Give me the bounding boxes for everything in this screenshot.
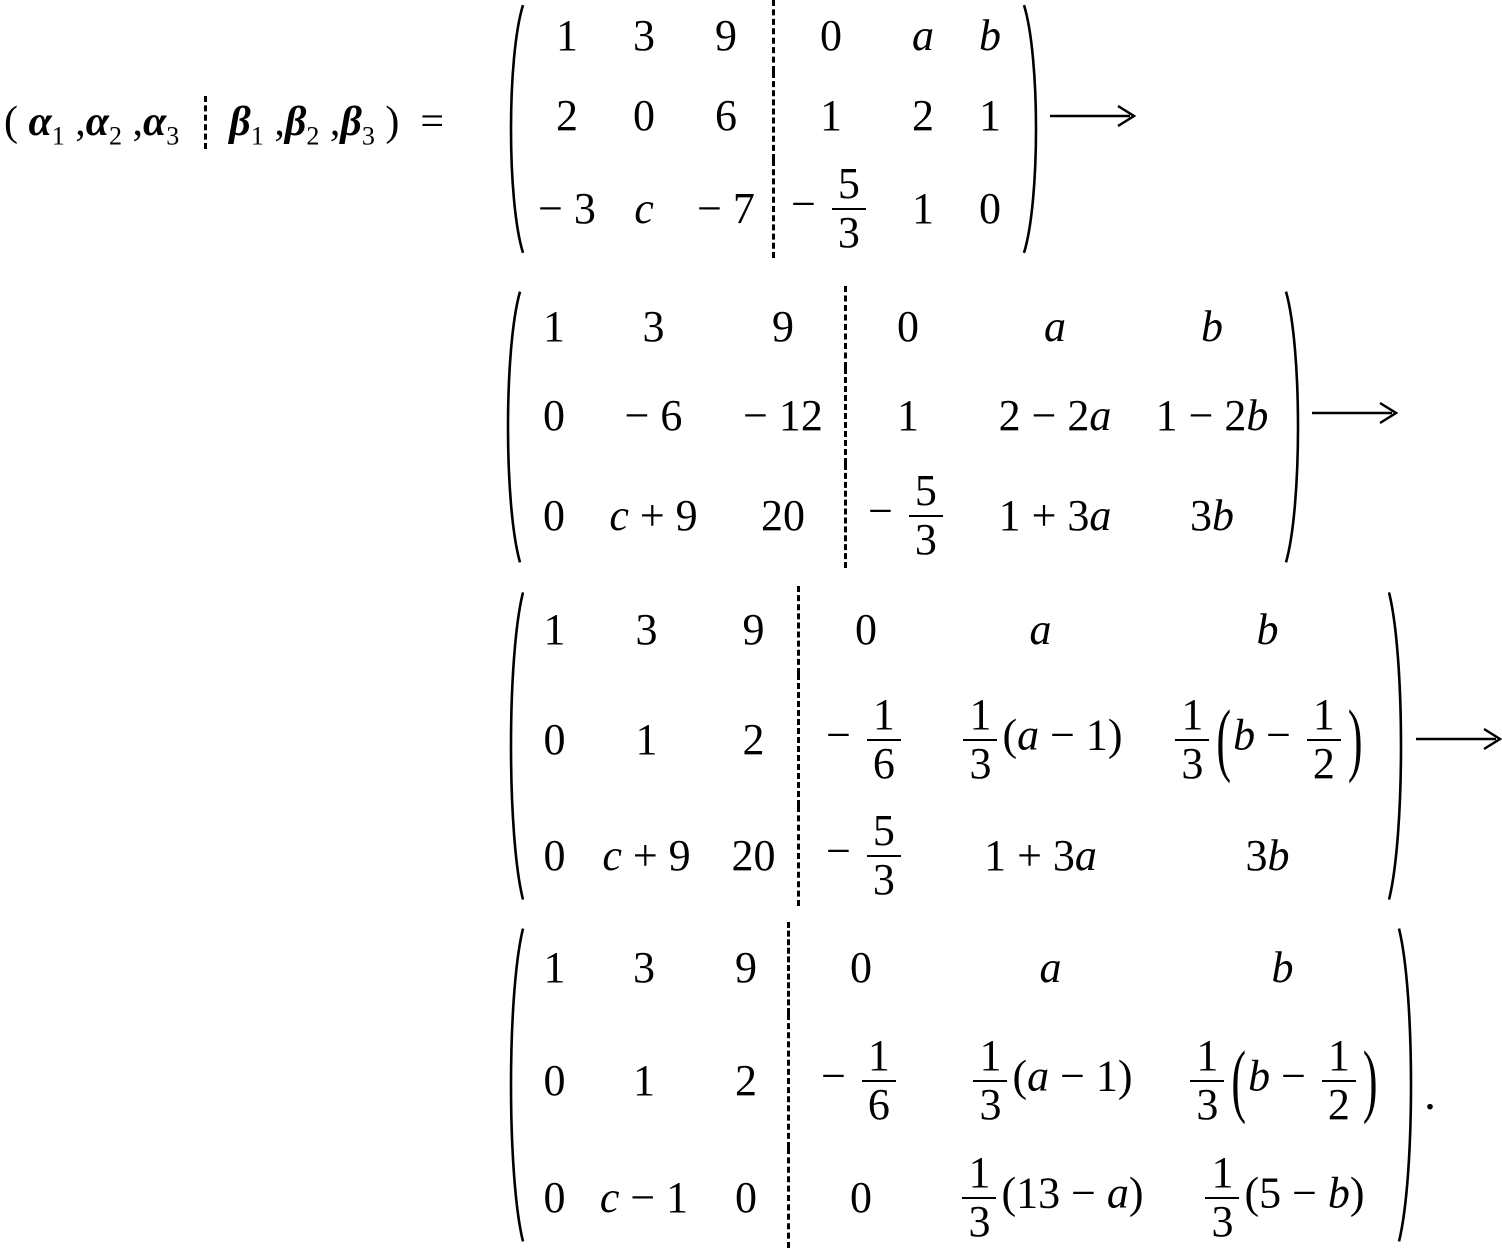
fraction: $\frac{5}{3}$ [867, 808, 901, 903]
fraction: $\frac{1}{3}$ [963, 692, 997, 787]
matrix-cell: 1 [774, 72, 888, 160]
matrix-cell: 3 [633, 943, 655, 992]
matrix-cell: 2 − 2a [998, 391, 1112, 440]
vector-symbol: α [28, 99, 52, 146]
matrix-cell: 0 [846, 286, 970, 368]
matrix-cell: 0 [735, 1173, 757, 1222]
matrix-cell: 2 [742, 715, 765, 764]
matrix-cell: − $\frac{5}{3}$ [799, 806, 933, 906]
fraction: $\frac{1}{3}$ [1205, 1150, 1239, 1245]
matrix-cell: − $\frac{1}{6}$ [789, 1014, 933, 1148]
matrix-cell: 1 [912, 184, 934, 233]
matrix-cell: $\frac{1}{3}$ (a − 1) [932, 1014, 1169, 1148]
matrix-cell: $\frac{1}{3}$ (b − $\frac{1}{2}$ ) [1149, 674, 1386, 806]
close-paren-icon [1021, 0, 1047, 258]
matrix-cell: 0 [789, 922, 933, 1014]
matrix-cell: 0 [543, 1173, 566, 1222]
vector-symbol: β [284, 99, 307, 146]
matrix-cell: 3 [642, 302, 665, 351]
matrix-cell: − $\frac{1}{6}$ [799, 674, 933, 806]
final-period: . [1424, 1067, 1436, 1120]
fraction: $\frac{1}{2}$ [1307, 692, 1341, 787]
big-close-paren-icon: ) [1347, 693, 1363, 785]
dashed-divider-icon [204, 96, 207, 149]
matrix-cell: 0 [979, 184, 1001, 233]
matrix-cell: − 3 [538, 184, 596, 233]
matrix-cell: − 6 [624, 391, 683, 440]
matrix-cell: 3b [1245, 831, 1290, 880]
matrix-cell: b [1271, 943, 1294, 992]
matrix-cell: 1 + 3a [998, 491, 1112, 540]
matrix-cell: 20 [761, 491, 805, 540]
fraction: $\frac{1}{3}$ [1175, 692, 1209, 787]
row-reduction-arrow-icon [1312, 398, 1400, 428]
matrix-row [526, 72, 1021, 160]
matrix-row [526, 0, 1021, 72]
matrix-cell: 9 [735, 943, 757, 992]
matrix-cell: 0 [543, 715, 566, 764]
matrix-cell: 0 [543, 391, 565, 440]
matrix-cell: 6 [715, 91, 737, 140]
matrix-cell: 0 [543, 1056, 566, 1105]
matrix-cell: b [1256, 605, 1279, 654]
matrix-row [523, 286, 1283, 368]
matrix-cell: c [634, 184, 654, 233]
matrix-cell: − $\frac{5}{3}$ [846, 464, 970, 568]
matrix-cell: $\frac{1}{3}$ (5 − b) [1169, 1148, 1396, 1248]
matrix-cell: c − 1 [599, 1173, 689, 1222]
matrix-cell: 1 [556, 11, 578, 60]
big-open-paren-icon: ( [1216, 693, 1232, 785]
open-paren-icon [497, 286, 523, 568]
matrix-cell: − 7 [697, 184, 755, 233]
matrix-cell: b [979, 11, 1001, 60]
matrix-cell: 0 [789, 1148, 933, 1248]
matrix-cell: 1 [635, 715, 658, 764]
matrix-cell: 1 [543, 943, 566, 992]
matrix-cell: 3 [633, 11, 655, 60]
matrix-cell: 1 + 3a [984, 831, 1097, 880]
augmented-matrix-step-4 [500, 922, 1422, 1248]
fraction: $\frac{1}{6}$ [862, 1033, 896, 1128]
big-open-paren-icon: ( [1231, 1034, 1247, 1126]
matrix-cell: a [1029, 605, 1052, 654]
matrix-cell: 0 [543, 831, 566, 880]
matrix-cell: 1 [846, 368, 970, 464]
matrix-cell: 0 [633, 91, 655, 140]
matrix-cell: 1 [979, 91, 1001, 140]
vector-symbol: β [229, 99, 251, 146]
matrix-cell: a [1044, 302, 1066, 351]
fraction: $\frac{5}{3}$ [909, 468, 943, 563]
close-paren-icon [1396, 922, 1422, 1248]
augmented-matrix-step-2 [497, 286, 1309, 568]
matrix-cell: 2 [556, 91, 578, 140]
fraction: $\frac{1}{3}$ [1190, 1033, 1224, 1128]
matrix-cell: 2 [735, 1056, 757, 1105]
vector-symbol: α [143, 99, 167, 146]
matrix-cell: 9 [742, 605, 765, 654]
matrix-row [523, 464, 1283, 568]
vector-tuple-expression: ( $\alpha_1$ $,\alpha_2$ $,\alpha_3$ $\beta_1$ $,\beta_2$ $,\beta_3$ ) = [4, 96, 444, 149]
big-close-paren-icon: ) [1362, 1034, 1378, 1126]
augmented-matrix-step-3 [500, 586, 1412, 906]
close-paren-icon [1283, 286, 1309, 568]
matrix-cell: b [1201, 302, 1223, 351]
vector-symbol: α [85, 99, 110, 146]
matrix-row [526, 674, 1386, 806]
matrix-cell: 2 [912, 91, 934, 140]
matrix-row [526, 586, 1386, 674]
matrix-cell: 0 [543, 491, 565, 540]
matrix-cell: 0 [774, 0, 888, 72]
matrix-cell: 1 [633, 1056, 655, 1105]
row-reduction-arrow-icon [1416, 724, 1502, 754]
matrix-grid [526, 922, 1396, 1248]
matrix-row [523, 368, 1283, 464]
matrix-grid [526, 0, 1021, 258]
matrix-cell: 1 [543, 302, 565, 351]
close-paren-icon [1386, 586, 1412, 906]
matrix-row [526, 922, 1396, 1014]
matrix-cell: 1 − 2b [1155, 391, 1269, 440]
augmented-matrix-step-1 [500, 0, 1047, 258]
matrix-grid [523, 286, 1283, 568]
matrix-cell: 9 [772, 302, 794, 351]
vector-symbol: β [340, 99, 362, 146]
matrix-row [526, 1014, 1396, 1148]
matrix-cell: c + 9 [609, 491, 698, 540]
matrix-row [526, 1148, 1396, 1248]
row-reduction-arrow-icon [1050, 101, 1138, 131]
matrix-cell: 9 [715, 11, 737, 60]
fraction: $\frac{1}{3}$ [962, 1150, 996, 1245]
fraction: $\frac{1}{3}$ [973, 1033, 1007, 1128]
matrix-cell: a [912, 11, 934, 60]
fraction: $\frac{5}{3}$ [832, 161, 866, 256]
matrix-row [526, 160, 1021, 258]
fraction: $\frac{1}{6}$ [867, 692, 901, 787]
open-paren-icon [500, 0, 526, 258]
matrix-cell: 3b [1190, 491, 1234, 540]
matrix-cell: 20 [731, 831, 776, 880]
matrix-cell: − $\frac{5}{3}$ [774, 160, 888, 258]
matrix-cell: $\frac{1}{3}$ (b − $\frac{1}{2}$ ) [1169, 1014, 1396, 1148]
matrix-cell: 0 [799, 586, 933, 674]
matrix-row [526, 806, 1386, 906]
fraction: $\frac{1}{2}$ [1322, 1033, 1356, 1128]
matrix-cell: $\frac{1}{3}$ (a − 1) [932, 674, 1149, 806]
matrix-cell: c + 9 [602, 831, 691, 880]
matrix-cell: 1 [543, 605, 566, 654]
matrix-cell: 3 [635, 605, 658, 654]
matrix-cell: $\frac{1}{3}$ (13 − a) [932, 1148, 1169, 1248]
open-paren-icon [500, 922, 526, 1248]
matrix-grid [526, 586, 1386, 906]
matrix-cell: a [1039, 943, 1062, 992]
matrix-cell: − 12 [743, 391, 823, 440]
open-paren-icon [500, 586, 526, 906]
